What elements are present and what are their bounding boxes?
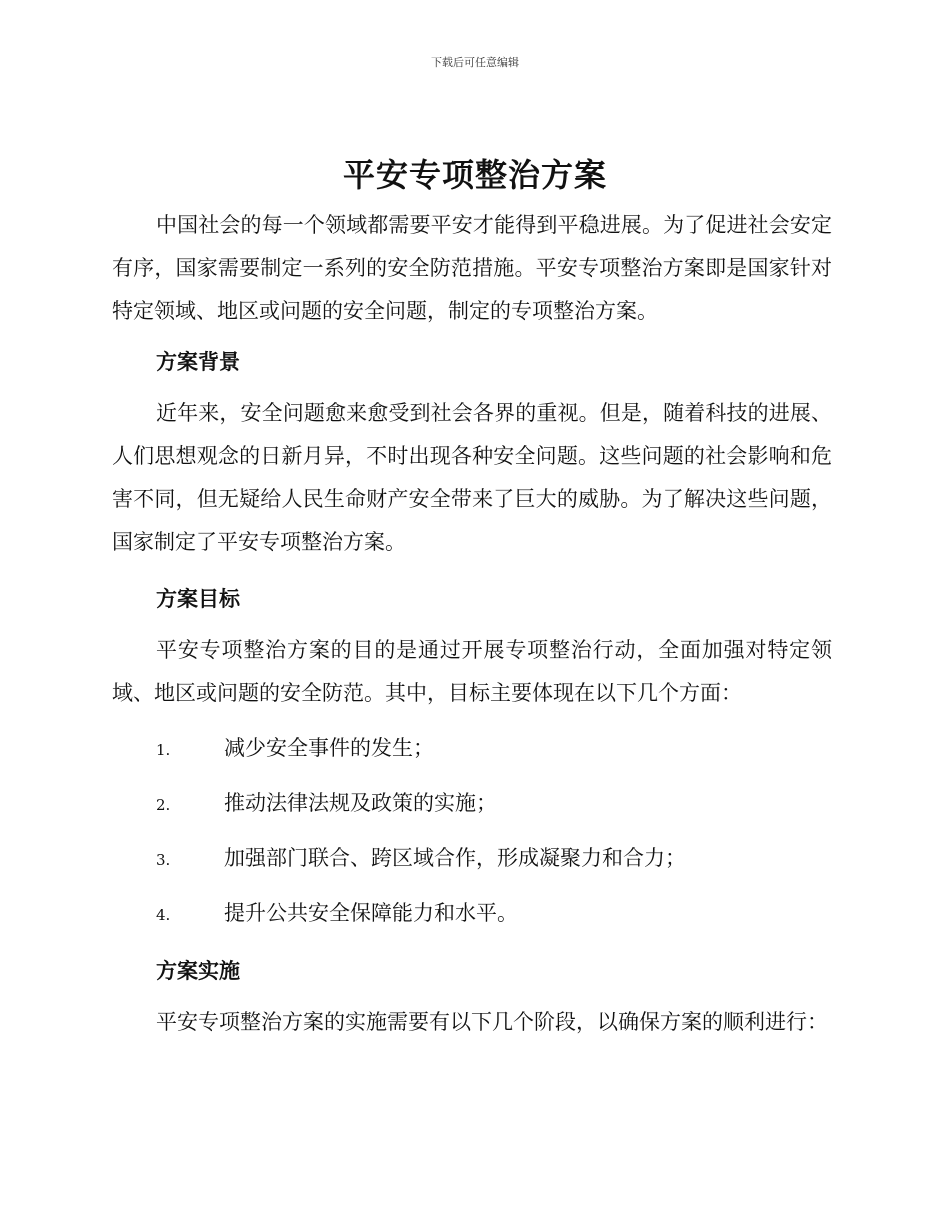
list-text: 减少安全事件的发生； [224, 736, 434, 760]
document-title: 平安专项整治方案 [342, 156, 607, 194]
list-text: 推动法律法规及政策的实施； [224, 791, 497, 815]
list-text: 提升公共安全保障能力和水平。 [224, 901, 518, 925]
section-heading-background: 方案背景 [156, 350, 240, 374]
goals-paragraph: 平安专项整治方案的目的是通过开展专项整治行动，全面加强对特定领域、地区或问题的安全防范。其中，目标主要体现在以下几个方面： [112, 638, 832, 705]
list-item [156, 788, 836, 820]
header-note: 下载后可任意编辑 [431, 56, 519, 69]
section-heading-goals: 方案目标 [156, 587, 240, 611]
intro-paragraph: 中国社会的每一个领域都需要平安才能得到平稳进展。为了促进社会安定有序，国家需要制定一系列的安全防范措施。平安专项整治方案即是国家针对特定领域、地区或问题的安全问题，制定的专项整治方案。 [112, 213, 832, 323]
list-number: 4. [156, 906, 171, 924]
list-text: 加强部门联合、跨区域合作，形成凝聚力和合力； [224, 846, 686, 870]
list-item [156, 843, 836, 875]
list-number: 3. [156, 851, 171, 869]
list-item [156, 898, 836, 930]
list-number: 2. [156, 796, 171, 814]
section-heading-implementation: 方案实施 [156, 959, 240, 983]
list-number: 1. [156, 741, 171, 759]
list-item [156, 733, 836, 765]
implementation-paragraph: 平安专项整治方案的实施需要有以下几个阶段，以确保方案的顺利进行： [156, 1010, 828, 1034]
background-paragraph: 近年来，安全问题愈来愈受到社会各界的重视。但是，随着科技的进展、人们思想观念的日新月异，不时出现各种安全问题。这些问题的社会影响和危害不同，但无疑给人民生命财产安全带来了巨大的威胁。为了解决这些问题，国家制定了平安专项整治方案。 [112, 401, 832, 554]
